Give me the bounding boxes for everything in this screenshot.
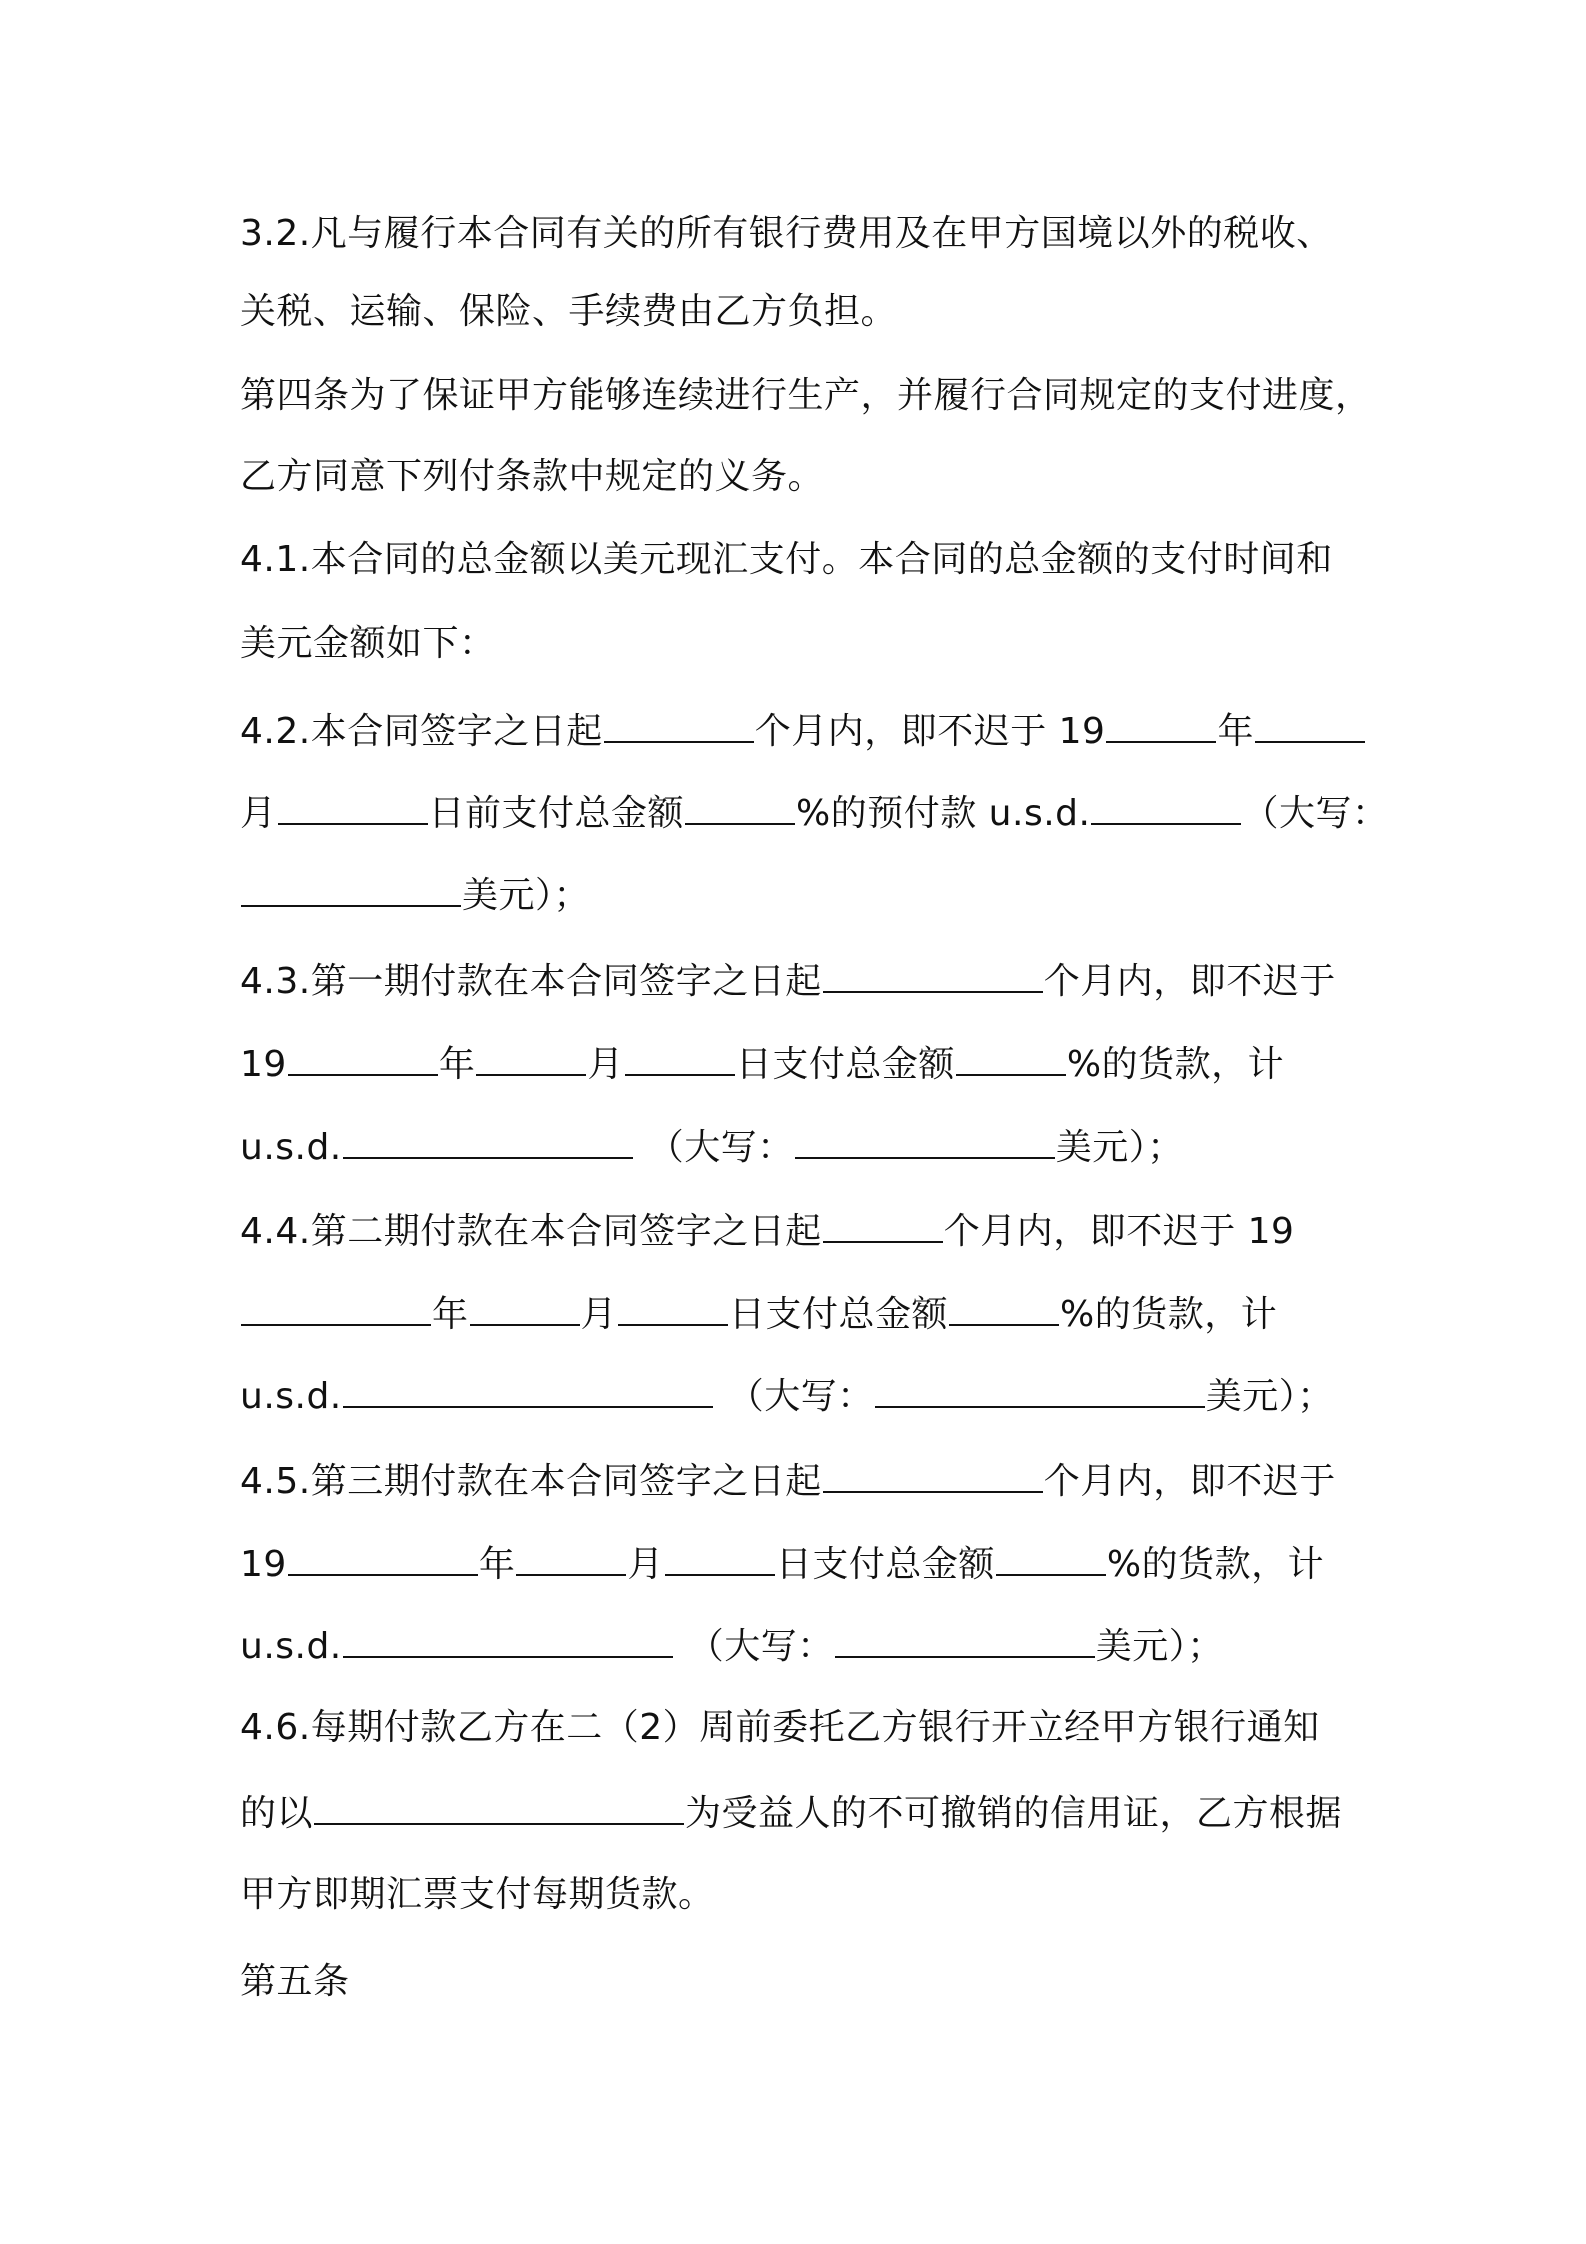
clause-3-2-line-2 [240,290,1360,334]
amount-in-words-blank[interactable] [835,1622,1095,1658]
clause-4-4-line-1 [240,1207,1360,1254]
months-blank[interactable] [823,957,1043,993]
text: 个月内，即不迟于 [1043,961,1336,1002]
text: 美元）； [462,875,591,916]
text: 日支付总金额 [735,1044,955,1085]
beneficiary-blank[interactable] [314,1789,684,1825]
text: 月 [627,1544,664,1585]
text: 4.4.第二期付款在本合同签字之日起 [240,1211,822,1252]
amount-blank[interactable] [343,1622,673,1658]
text: （大写： [647,1127,794,1168]
clause-4-4-line-3 [240,1372,1360,1419]
amount-in-words-blank[interactable] [875,1372,1205,1408]
year-blank[interactable] [288,1040,438,1076]
text: u.s.d. [240,1626,342,1667]
clause-4-3-line-2 [240,1040,1360,1087]
text: %的货款，计 [1060,1294,1278,1335]
text: 第五条 [240,1961,350,2002]
clause-4-5-line-1 [240,1457,1360,1504]
text: 月 [580,1294,618,1335]
months-blank[interactable] [823,1457,1043,1493]
text: 乙方同意下列付条款中规定的义务。 [240,456,825,497]
text: （大写： [727,1376,874,1417]
text: %的货款，计 [1106,1544,1325,1585]
text: 第四条为了保证甲方能够连续进行生产，并履行合同规定的支付进度， [240,375,1372,416]
text: 美元金额如下： [240,623,496,664]
text: 月 [587,1044,624,1085]
percent-blank[interactable] [956,1040,1066,1076]
text: 甲方即期汇票支付每期货款。 [240,1874,715,1915]
amount-in-words-blank[interactable] [795,1123,1055,1159]
clause-4-5-line-2 [240,1540,1360,1587]
clause-4-2-line-3 [240,871,1360,918]
amount-blank[interactable] [343,1123,633,1159]
article-5-heading [240,1960,1360,2004]
text: 年 [478,1544,516,1585]
text: %的货款，计 [1066,1044,1285,1085]
clause-4-2-line-1 [240,707,1360,754]
clause-4-1-line-2 [240,622,1360,666]
day-blank[interactable] [625,1040,735,1076]
clause-4-3-line-1 [240,957,1360,1004]
amount-in-words-blank[interactable] [241,871,461,907]
text: 日支付总金额 [775,1544,995,1585]
text: （大写： [1242,793,1389,834]
text: 关税、运输、保险、手续费由乙方负担。 [240,291,898,332]
clause-3-2-line-1 [240,212,1360,256]
text: 4.2.本合同签字之日起 [240,711,603,752]
year-blank[interactable] [288,1540,478,1576]
text: 为受益人的不可撤销的信用证，乙方根据 [685,1793,1343,1834]
percent-blank[interactable] [996,1540,1106,1576]
clause-4-4-line-2 [240,1290,1360,1337]
clause-4-3-line-3 [240,1123,1360,1170]
text: 19 [240,1544,287,1585]
text: 4.6.每期付款乙方在二（2）周前委托乙方银行开立经甲方银行通知 [240,1707,1320,1748]
percent-blank[interactable] [685,789,795,825]
text: 4.3.第一期付款在本合同签字之日起 [240,961,822,1002]
day-blank[interactable] [665,1540,775,1576]
text: %的预付款 u.s.d. [796,793,1091,834]
text: 个月内，即不迟于 [1043,1461,1336,1502]
clause-4-5-line-3 [240,1622,1360,1669]
month-blank[interactable] [476,1040,586,1076]
article-4-line-2 [240,455,1360,499]
text: 个月内，即不迟于 19 [943,1211,1295,1252]
text: （大写： [687,1626,834,1667]
text: 美元）； [1205,1376,1334,1417]
clause-4-2-line-2 [240,789,1389,836]
months-blank[interactable] [823,1207,943,1243]
text: 日支付总金额 [729,1294,949,1335]
text: 美元）； [1095,1626,1224,1667]
text: 19 [240,1044,287,1085]
months-blank[interactable] [604,707,754,743]
text: 月 [240,793,277,834]
text: 日前支付总金额 [428,793,685,834]
clause-4-6-line-2 [240,1789,1360,1836]
clause-4-6-line-1 [240,1706,1360,1750]
text: 4.1.本合同的总金额以美元现汇支付。本合同的总金额的支付时间和 [240,539,1333,580]
percent-blank[interactable] [949,1290,1059,1326]
year-blank[interactable] [241,1290,431,1326]
article-4-line-1 [240,374,1372,418]
text: 个月内，即不迟于 19 [754,711,1106,752]
text: 美元）； [1055,1127,1184,1168]
month-blank[interactable] [1255,707,1365,743]
amount-blank[interactable] [343,1372,713,1408]
text: 4.5.第三期付款在本合同签字之日起 [240,1461,822,1502]
text: 年 [438,1044,476,1085]
text: 3.2.凡与履行本合同有关的所有银行费用及在甲方国境以外的税收、 [240,213,1333,254]
text: u.s.d. [240,1127,342,1168]
text: 年 [432,1294,469,1335]
text: 年 [1217,711,1254,752]
text: 的以 [240,1793,314,1834]
month-blank[interactable] [516,1540,626,1576]
month-blank[interactable] [470,1290,580,1326]
clause-4-6-line-3 [240,1873,1360,1917]
year-blank[interactable] [1106,707,1216,743]
day-blank[interactable] [278,789,428,825]
text: u.s.d. [240,1376,342,1417]
amount-blank[interactable] [1091,789,1241,825]
clause-4-1-line-1 [240,538,1360,582]
day-blank[interactable] [618,1290,728,1326]
